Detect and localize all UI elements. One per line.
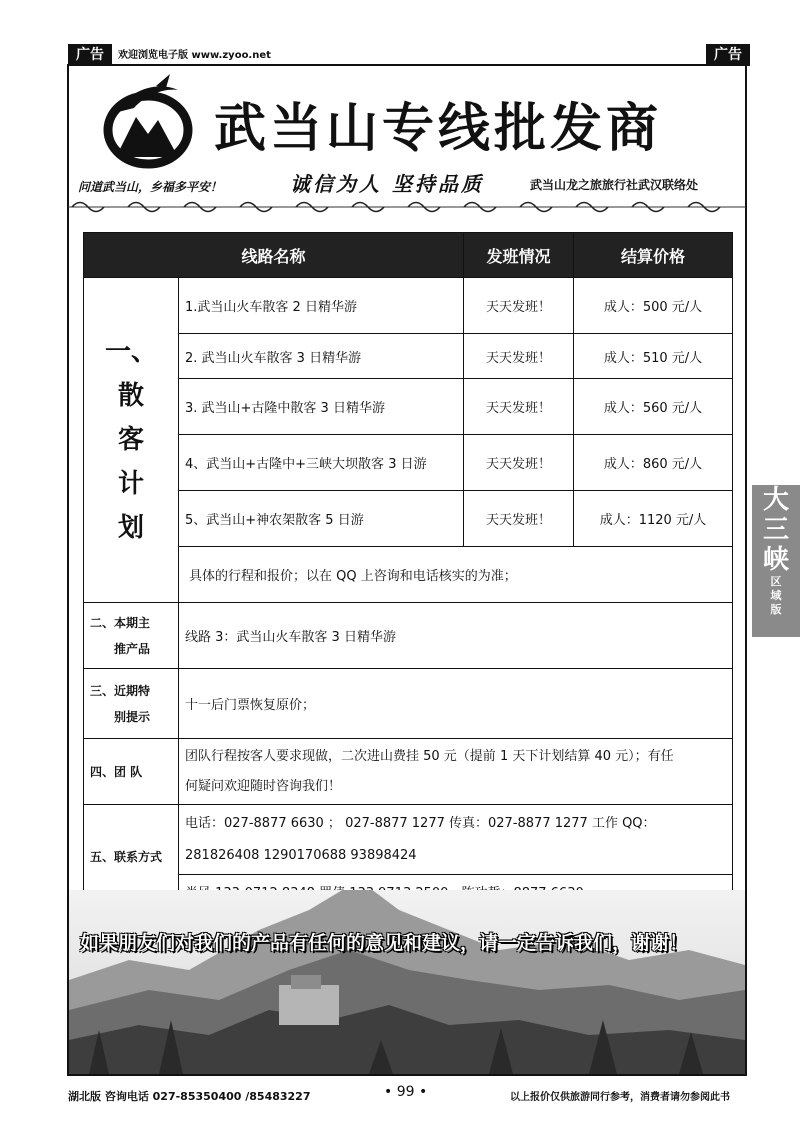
section4-label: 四、团 队 (84, 739, 179, 805)
table-row (84, 669, 733, 739)
section4-line: 团队行程按客人要求现做，二次进山费挂 50 元（提前 1 天下计划结算 40 元）；有任 (185, 748, 674, 764)
ad-label-right: 广告 (706, 44, 750, 66)
route-name: 4、武当山+古隆中+三峡大坝散客 3 日游 (179, 435, 464, 491)
footer-edition-phone: 湖北版 咨询电话 027-85350400 /85483227 (68, 1090, 311, 1103)
site-url-text[interactable]: 欢迎浏览电子版 www.zyoo.net (118, 50, 271, 61)
section3-label (84, 669, 179, 739)
side-tab-sub: 版 (770, 603, 782, 616)
dragon-mountain-logo-icon (96, 72, 196, 172)
contact-qq: 281826408 1290170688 93898424 (185, 847, 417, 863)
route-price: 成人：500 元/人 (574, 278, 733, 334)
route-schedule: 天天发班！ (464, 334, 574, 379)
feedback-banner: 如果朋友们对我们的产品有任何的意见和建议，请一定告诉我们，谢谢！ (80, 932, 689, 954)
route-schedule: 天天发班！ (464, 435, 574, 491)
slogan-left: 问道武当山，乡福多平安！ (78, 180, 223, 194)
route-name: 5、武当山+神农架散客 5 日游 (179, 491, 464, 547)
contact-block (179, 805, 733, 875)
table-row (84, 278, 733, 334)
route-schedule: 天天发班！ (464, 491, 574, 547)
table-row (84, 739, 733, 805)
section2-content: 线路 3：武当山火车散客 3 日精华游 (179, 603, 733, 669)
route-price: 成人：560 元/人 (574, 379, 733, 435)
table-row (84, 334, 733, 379)
col-header-route: 线路名称 (84, 233, 464, 278)
section4-content (179, 739, 733, 805)
section2-label (84, 603, 179, 669)
section1-char: 散 (117, 381, 144, 411)
page-number: • 99 • (384, 1084, 428, 1100)
section3-label-line: 别提示 (114, 709, 151, 724)
section3-content: 十一后门票恢复原价； (179, 669, 733, 739)
route-name: 2. 武当山火车散客 3 日精华游 (179, 334, 464, 379)
agency-name: 武当山龙之旅旅行社武汉联络处 (530, 178, 699, 192)
section3-label-line: 三、近期特 (90, 683, 151, 698)
region-side-tab (752, 485, 800, 637)
table-row (84, 547, 733, 603)
section2-label-line: 推产品 (114, 641, 151, 656)
side-tab-char: 大 (762, 485, 789, 515)
route-price: 成人：1120 元/人 (574, 491, 733, 547)
table-row (84, 435, 733, 491)
section5-label: 五、联系方式 (84, 805, 179, 909)
side-tab-char: 三 (762, 515, 789, 545)
route-price-table (83, 232, 733, 909)
route-schedule: 天天发班！ (464, 379, 574, 435)
section4-line: 何疑问欢迎随时咨询我们！ (185, 778, 342, 794)
route-note: 具体的行程和报价；以在 QQ 上咨询和电话核实的为准； (179, 547, 733, 603)
footer-disclaimer: 以上报价仅供旅游同行参考，消费者请勿参阅此书 (510, 1092, 730, 1103)
section1-char: 客 (117, 425, 144, 455)
table-row (84, 603, 733, 669)
ornament-divider-icon (68, 198, 746, 216)
col-header-schedule: 发班情况 (464, 233, 574, 278)
contact-phones: 电话：027-8877 6630 ； 027-8877 1277 传真：027-8877 1277 工作 QQ： (185, 815, 656, 831)
side-tab-sub: 域 (770, 589, 782, 602)
route-name: 1.武当山火车散客 2 日精华游 (179, 278, 464, 334)
route-name: 3. 武当山+古隆中散客 3 日精华游 (179, 379, 464, 435)
main-title: 武当山专线批发商 (214, 99, 663, 159)
route-schedule: 天天发班！ (464, 278, 574, 334)
section1-char: 一、 (104, 337, 157, 367)
route-price: 成人：860 元/人 (574, 435, 733, 491)
section2-label-line: 二、本期主 (90, 615, 151, 630)
table-header-row (84, 233, 733, 278)
side-tab-sub: 区 (770, 575, 782, 588)
slogan-center: 诚信为人 坚持品质 (290, 172, 484, 196)
route-price: 成人：510 元/人 (574, 334, 733, 379)
ad-label-left: 广告 (68, 44, 112, 66)
table-row (84, 805, 733, 875)
section1-label (84, 278, 179, 603)
side-tab-char: 峡 (762, 545, 789, 575)
mountain-photo-image (69, 890, 745, 1074)
col-header-price: 结算价格 (574, 233, 733, 278)
section1-char: 划 (117, 513, 144, 543)
table-row (84, 491, 733, 547)
section1-char: 计 (117, 469, 144, 499)
table-row (84, 379, 733, 435)
